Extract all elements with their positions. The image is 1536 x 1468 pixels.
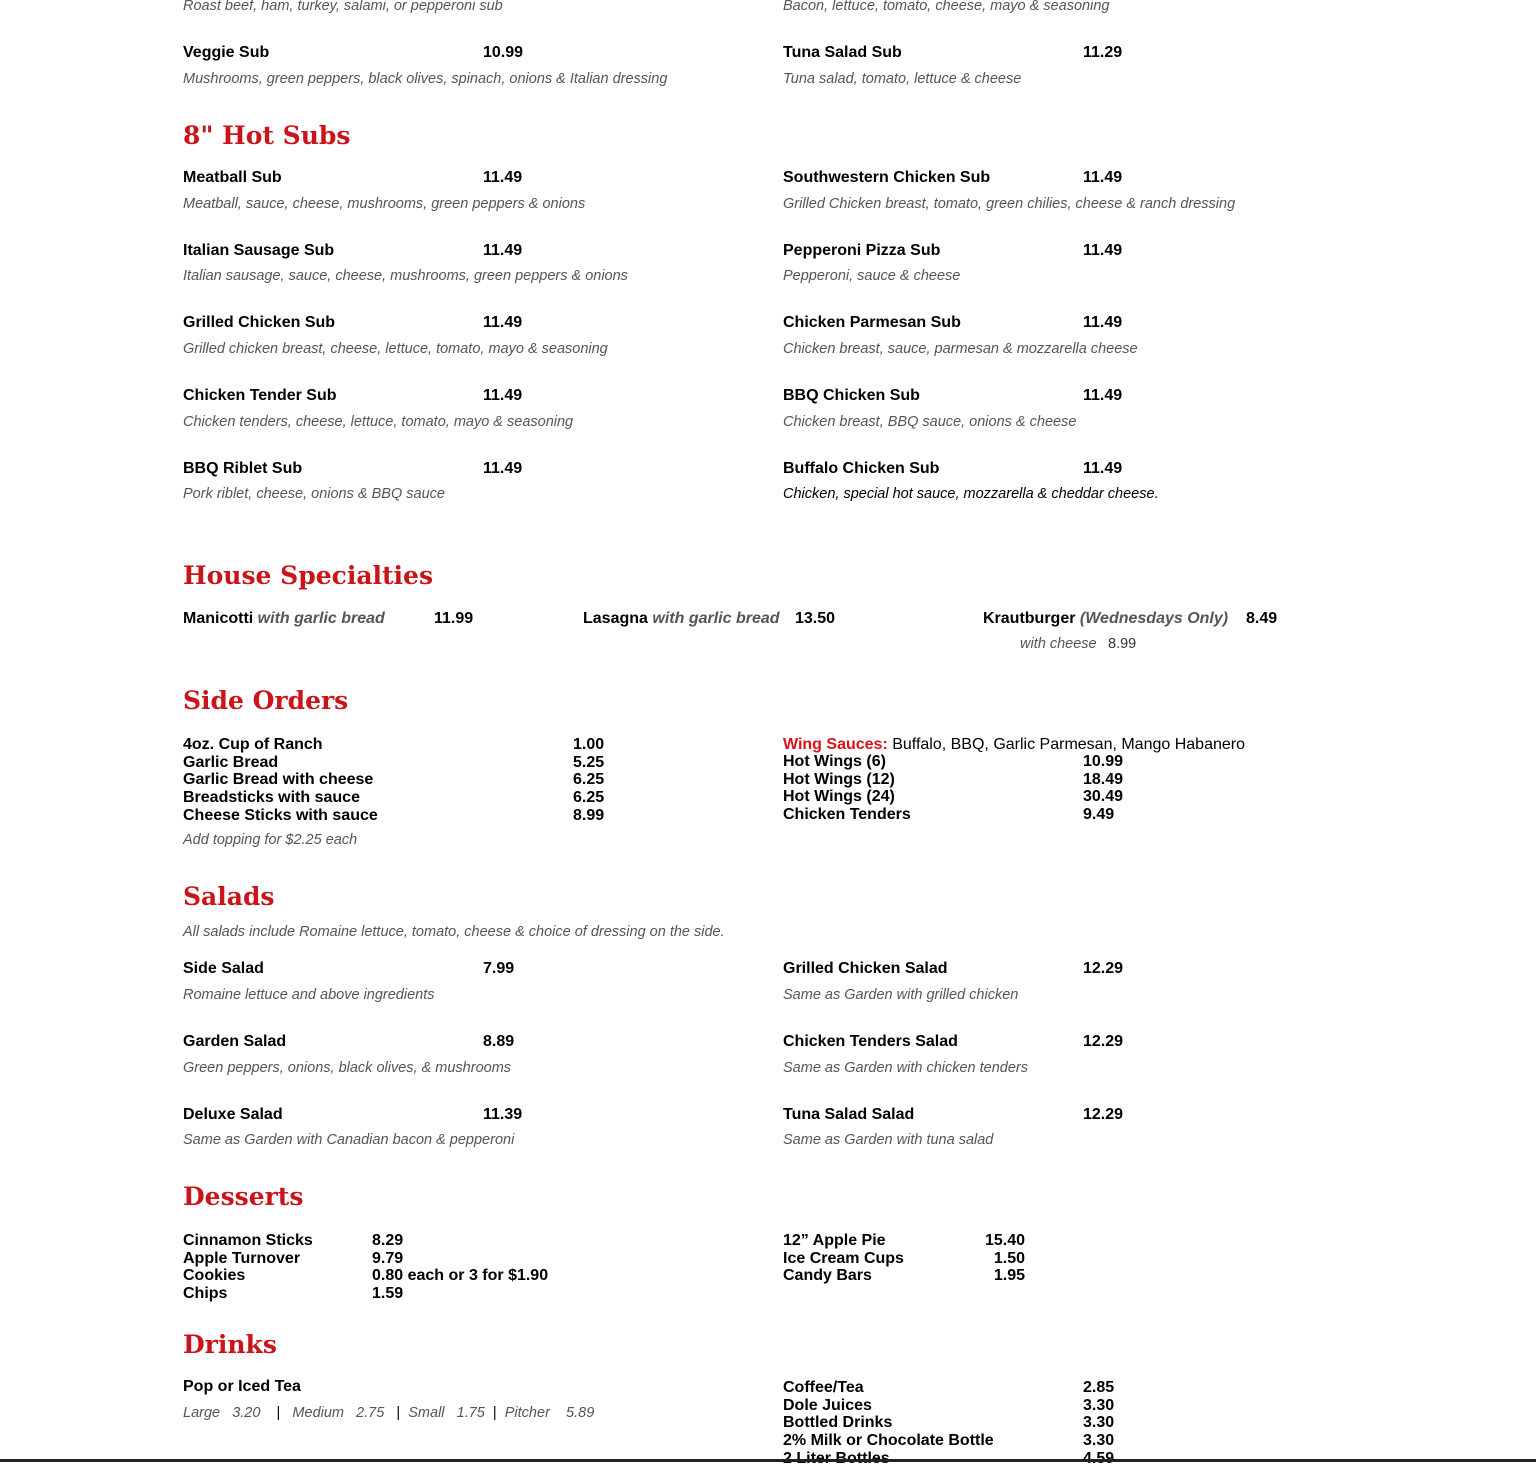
item-name: Veggie Sub [183,44,270,61]
item-name: Chips [183,1285,228,1303]
item-description: Tuna salad, tomato, lettuce & cheese [783,71,1022,87]
salads-note: All salads include Romaine lettuce, tomato, cheese & choice of dressing on the side. [183,924,725,940]
item-extra: (Wednesdays Only) [1079,610,1229,627]
size-separator: | [276,1405,281,1421]
item-name: Tuna Salad Salad [783,1106,915,1123]
item-price: 18.49 [1083,770,1124,788]
item-name: Hot Wings (24) [783,788,895,806]
wing-sauces-label: Wing Sauces: [783,736,888,753]
item-name: Dole Juices [783,1396,872,1414]
house-item [583,610,780,628]
item-price: 11.49 [1083,314,1123,331]
item-description: Roast beef, ham, turkey, salami, or pepperoni sub [183,0,503,14]
item-price: 15.40 [984,1232,1025,1249]
wing-names [783,753,911,824]
item-description: Chicken tenders, cheese, lettuce, tomato, mayo & seasoning [183,414,574,430]
size-price: 5.89 [566,1405,595,1421]
item-name: Cinnamon Sticks [183,1232,313,1249]
item-description: Meatball, sauce, cheese, mushrooms, green peppers & onions [183,196,586,212]
item-price: 30.49 [1083,788,1124,806]
item-price: 6.25 [573,771,605,789]
wing-sauces [783,736,1245,754]
item-price: 9.79 [372,1249,404,1267]
item-name: Cheese Sticks with sauce [183,806,378,824]
item-name: Chicken Tender Sub [183,387,337,404]
item-price: 8.29 [372,1232,404,1249]
dessert-names-right [783,1232,904,1285]
item-name: Chicken Parmesan Sub [783,314,961,331]
item-price: 5.25 [573,753,605,771]
item-name: Pepperoni Pizza Sub [783,242,941,259]
item-name: Chicken Tenders Salad [783,1033,958,1050]
item-name: 2% Milk or Chocolate Bottle [783,1432,994,1450]
item-price: 7.99 [483,960,515,977]
item-name: Manicotti [183,610,254,627]
item-description: Chicken breast, sauce, parmesan & mozzarella cheese [783,341,1138,357]
item-price: 11.49 [1083,460,1123,477]
item-price: 9.49 [1083,806,1115,824]
item-price: 11.49 [1083,169,1123,186]
item-name: Meatball Sub [183,169,282,186]
item-name: Deluxe Salad [183,1106,283,1123]
cheese-option-label: with cheese [1020,636,1097,652]
item-name: Grilled Chicken Sub [183,314,336,331]
item-price: 1.95 [993,1267,1025,1285]
side-order-names [183,736,378,825]
item-name: BBQ Riblet Sub [183,460,303,477]
item-name: Southwestern Chicken Sub [783,169,991,186]
item-price: 11.49 [1083,242,1123,259]
drink-names [783,1379,994,1468]
section-heading-drinks: Drinks [183,1330,277,1359]
house-item [983,610,1228,628]
item-price: 11.99 [434,610,474,627]
section-heading-hot-subs: 8" Hot Subs [183,121,351,150]
size-separator: | [492,1405,497,1421]
item-price: 11.49 [483,460,523,477]
item-name: Garlic Bread [183,753,279,771]
side-order-prices [573,736,604,825]
item-name: BBQ Chicken Sub [783,387,920,404]
dessert-prices [372,1232,548,1303]
item-price: 6.25 [573,789,605,807]
item-price: 11.49 [483,387,523,404]
item-price: 11.39 [483,1106,523,1123]
item-name: Hot Wings (12) [783,770,895,788]
item-description: Mushrooms, green peppers, black olives, spinach, onions & Italian dressing [183,71,668,87]
item-description: Chicken, special hot sauce, mozzarella & cheddar cheese. [783,486,1159,502]
item-price: 11.29 [1083,44,1123,61]
item-description: Chicken breast, BBQ sauce, onions & cheese [783,414,1077,430]
item-description: Green peppers, onions, black olives, & mushrooms [183,1060,512,1076]
size-label: Medium [292,1405,344,1421]
item-price: 8.99 [573,806,605,824]
item-price: 3.30 [1083,1414,1115,1432]
item-price: 12.29 [1083,1033,1124,1050]
item-name: 4oz. Cup of Ranch [183,736,323,753]
item-name: Garlic Bread with cheese [183,771,374,789]
item-name: Breadsticks with sauce [183,789,360,807]
item-price: 11.49 [483,169,523,186]
item-name: Chicken Tenders [783,806,911,824]
size-label: Large [183,1405,221,1421]
item-description: Romaine lettuce and above ingredients [183,987,435,1003]
item-price: 11.49 [483,242,523,259]
item-description: Grilled Chicken breast, tomato, green chilies, cheese & ranch dressing [783,196,1236,212]
item-price: 13.50 [795,610,836,627]
wing-sauces-list: Buffalo, BBQ, Garlic Parmesan, Mango Habanero [892,736,1245,753]
item-description: Same as Garden with tuna salad [783,1132,994,1148]
item-price: 0.80 each or 3 for $1.90 [372,1267,549,1285]
item-name: Candy Bars [783,1267,872,1285]
item-name: Hot Wings (6) [783,753,886,770]
item-name: Tuna Salad Sub [783,44,902,61]
item-name: Bottled Drinks [783,1414,893,1432]
item-name: 12” Apple Pie [783,1232,886,1249]
size-price: 1.75 [456,1405,485,1421]
size-price: 3.20 [232,1405,261,1421]
item-name: Cookies [183,1267,246,1285]
item-price: 2.85 [1083,1379,1115,1396]
item-description: Italian sausage, sauce, cheese, mushrooms, green peppers & onions [183,268,628,284]
item-price: 8.89 [483,1033,515,1050]
item-extra: with garlic bread [652,610,780,627]
item-price: 1.00 [573,736,605,753]
item-name: Grilled Chicken Salad [783,960,948,977]
drink-prices [1083,1379,1114,1468]
wing-prices [1083,753,1123,824]
item-price: 12.29 [1083,960,1124,977]
item-price: 10.99 [483,44,524,61]
item-price: 3.30 [1083,1396,1115,1414]
size-separator: | [396,1405,401,1421]
size-price: 2.75 [356,1405,385,1421]
item-description: Same as Garden with Canadian bacon & pepperoni [183,1132,515,1148]
dessert-prices-right [975,1232,1025,1285]
item-description: Grilled chicken breast, cheese, lettuce, tomato, mayo & seasoning [183,341,608,357]
dessert-names [183,1232,313,1303]
size-label: Small [408,1405,445,1421]
item-name: Coffee/Tea [783,1379,864,1396]
item-price: 12.29 [1083,1106,1124,1123]
item-description: Bacon, lettuce, tomato, cheese, mayo & seasoning [783,0,1110,14]
item-name: Lasagna [583,610,648,627]
item-price: 10.99 [1083,753,1124,770]
item-description: Pork riblet, cheese, onions & BBQ sauce [183,486,445,502]
item-description: Same as Garden with grilled chicken [783,987,1019,1003]
section-heading-house-specialties: House Specialties [183,561,434,590]
cheese-option-price: 8.99 [1108,636,1137,652]
item-price: 8.49 [1246,610,1278,627]
house-item [183,610,385,628]
item-name: Garden Salad [183,1033,287,1050]
item-name: Apple Turnover [183,1249,301,1267]
item-price: 1.50 [993,1249,1025,1267]
item-name: Pop or Iced Tea [183,1378,301,1395]
section-heading-salads: Salads [183,882,275,911]
item-name: Buffalo Chicken Sub [783,460,940,477]
item-name: Italian Sausage Sub [183,242,335,259]
section-heading-desserts: Desserts [183,1182,304,1211]
item-name: Krautburger [983,610,1076,627]
item-extra: with garlic bread [257,610,385,627]
size-label: Pitcher [504,1405,550,1421]
section-heading-side-orders: Side Orders [183,686,349,715]
item-description: Same as Garden with chicken tenders [783,1060,1029,1076]
item-price: 11.49 [483,314,523,331]
item-price: 3.30 [1083,1432,1115,1450]
item-price: 11.49 [1083,387,1123,404]
item-name: Ice Cream Cups [783,1249,904,1267]
item-price: 1.59 [372,1285,404,1303]
item-description: Pepperoni, sauce & cheese [783,268,961,284]
topping-note: Add topping for $2.25 each [183,832,358,848]
item-name: Side Salad [183,960,264,977]
pop-sizes [183,1405,594,1421]
